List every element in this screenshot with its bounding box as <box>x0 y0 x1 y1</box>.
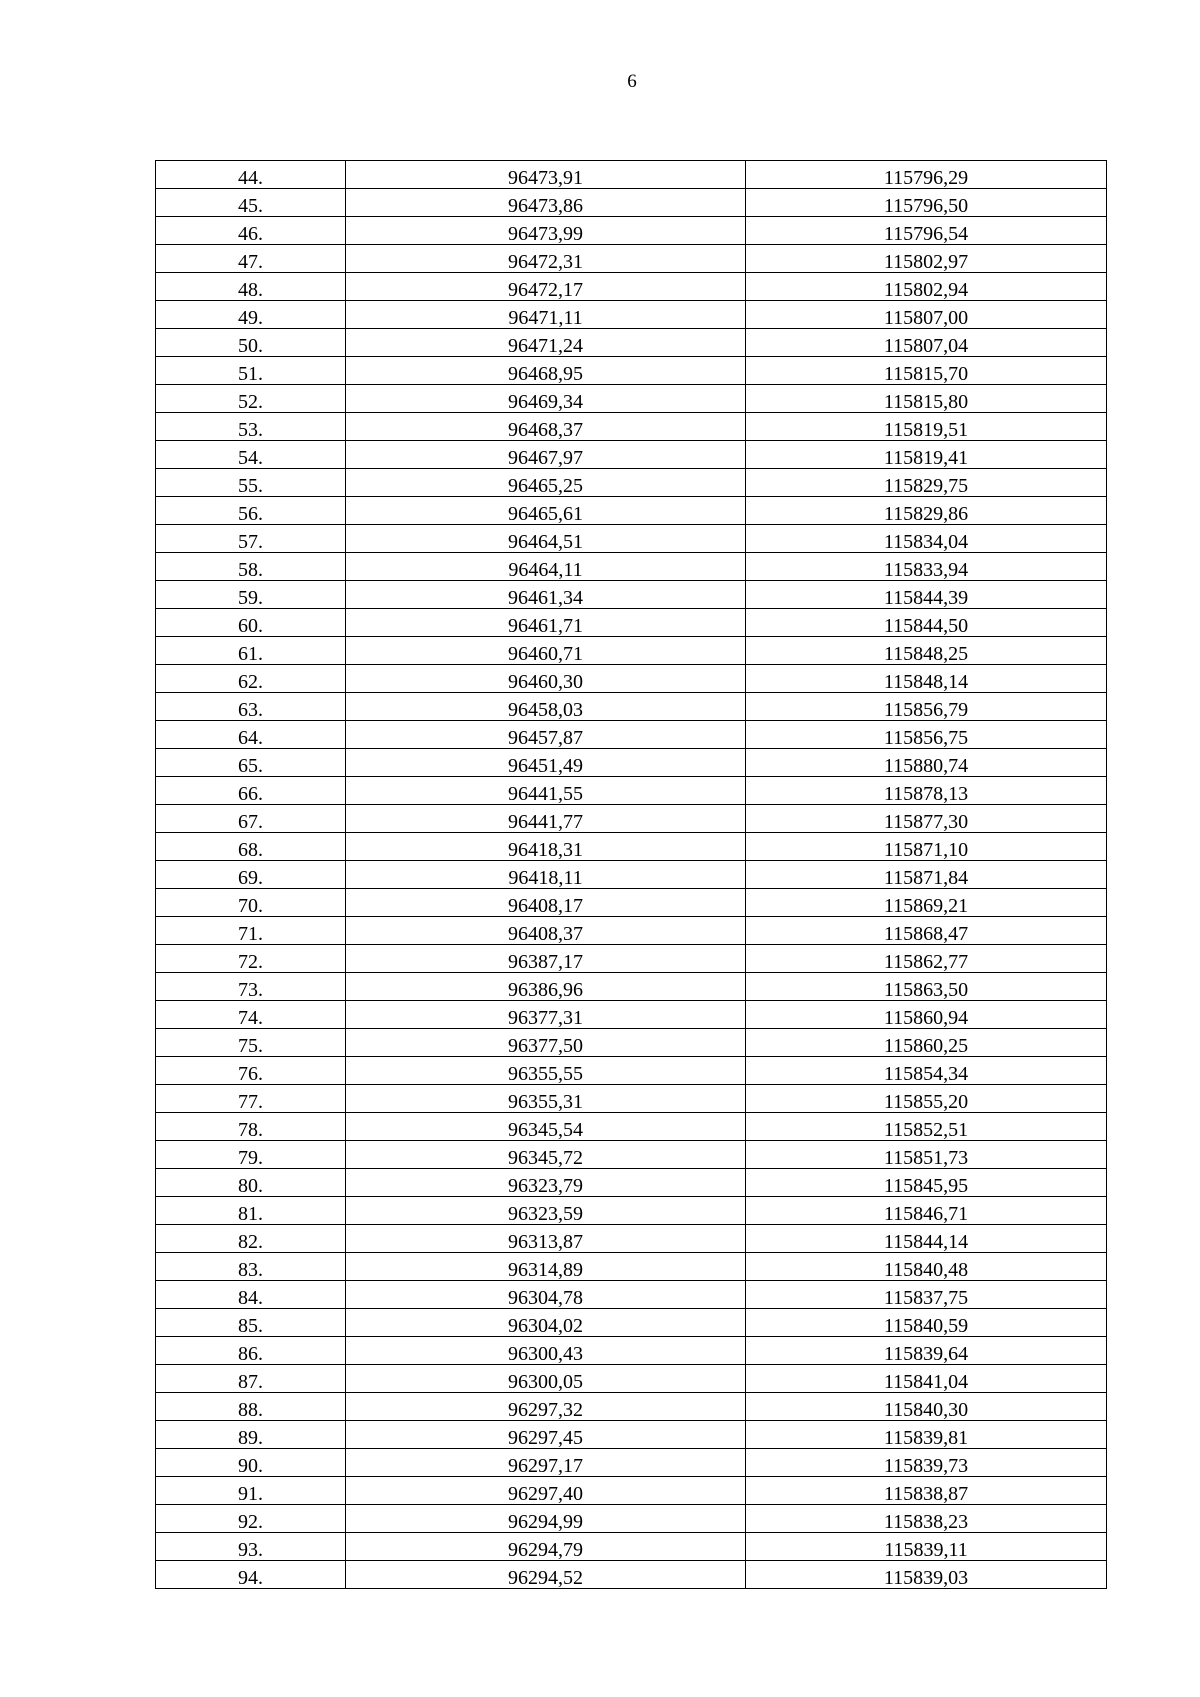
table-row <box>156 805 1107 833</box>
point-number-cell: 82. <box>156 1225 346 1253</box>
y-coordinate-cell: 115796,29 <box>746 161 1107 189</box>
point-number-cell: 91. <box>156 1477 346 1505</box>
y-coordinate-cell: 115807,00 <box>746 301 1107 329</box>
table-row <box>156 833 1107 861</box>
table-row <box>156 1085 1107 1113</box>
table-row <box>156 217 1107 245</box>
y-coordinate-cell: 115841,04 <box>746 1365 1107 1393</box>
x-coordinate-cell: 96473,86 <box>346 189 746 217</box>
point-number-cell: 52. <box>156 385 346 413</box>
point-number-cell: 60. <box>156 609 346 637</box>
point-number-cell: 67. <box>156 805 346 833</box>
y-coordinate-cell: 115871,84 <box>746 861 1107 889</box>
x-coordinate-cell: 96345,54 <box>346 1113 746 1141</box>
table-row <box>156 665 1107 693</box>
point-number-cell: 85. <box>156 1309 346 1337</box>
x-coordinate-cell: 96471,24 <box>346 329 746 357</box>
point-number-cell: 73. <box>156 973 346 1001</box>
y-coordinate-cell: 115851,73 <box>746 1141 1107 1169</box>
point-number-cell: 50. <box>156 329 346 357</box>
x-coordinate-cell: 96297,32 <box>346 1393 746 1421</box>
table-row <box>156 777 1107 805</box>
table-row <box>156 1505 1107 1533</box>
point-number-cell: 71. <box>156 917 346 945</box>
table-row <box>156 161 1107 189</box>
point-number-cell: 90. <box>156 1449 346 1477</box>
point-number-cell: 62. <box>156 665 346 693</box>
x-coordinate-cell: 96297,17 <box>346 1449 746 1477</box>
table-row <box>156 385 1107 413</box>
point-number-cell: 93. <box>156 1533 346 1561</box>
table-row <box>156 1561 1107 1589</box>
point-number-cell: 77. <box>156 1085 346 1113</box>
x-coordinate-cell: 96377,31 <box>346 1001 746 1029</box>
y-coordinate-cell: 115840,30 <box>746 1393 1107 1421</box>
y-coordinate-cell: 115846,71 <box>746 1197 1107 1225</box>
x-coordinate-cell: 96472,31 <box>346 245 746 273</box>
table-row <box>156 889 1107 917</box>
table-row <box>156 1309 1107 1337</box>
x-coordinate-cell: 96467,97 <box>346 441 746 469</box>
point-number-cell: 89. <box>156 1421 346 1449</box>
table-row <box>156 1393 1107 1421</box>
y-coordinate-cell: 115839,64 <box>746 1337 1107 1365</box>
table-row <box>156 1141 1107 1169</box>
table-row <box>156 1253 1107 1281</box>
y-coordinate-cell: 115819,41 <box>746 441 1107 469</box>
point-number-cell: 70. <box>156 889 346 917</box>
y-coordinate-cell: 115862,77 <box>746 945 1107 973</box>
y-coordinate-cell: 115839,03 <box>746 1561 1107 1589</box>
table-row <box>156 1225 1107 1253</box>
x-coordinate-cell: 96304,02 <box>346 1309 746 1337</box>
x-coordinate-cell: 96441,77 <box>346 805 746 833</box>
y-coordinate-cell: 115829,86 <box>746 497 1107 525</box>
x-coordinate-cell: 96408,17 <box>346 889 746 917</box>
point-number-cell: 56. <box>156 497 346 525</box>
x-coordinate-cell: 96294,79 <box>346 1533 746 1561</box>
table-row <box>156 1337 1107 1365</box>
y-coordinate-cell: 115802,94 <box>746 273 1107 301</box>
x-coordinate-cell: 96314,89 <box>346 1253 746 1281</box>
point-number-cell: 61. <box>156 637 346 665</box>
y-coordinate-cell: 115860,25 <box>746 1029 1107 1057</box>
table-row <box>156 1169 1107 1197</box>
x-coordinate-cell: 96460,30 <box>346 665 746 693</box>
coordinates-table <box>155 160 1107 1589</box>
y-coordinate-cell: 115837,75 <box>746 1281 1107 1309</box>
x-coordinate-cell: 96297,40 <box>346 1477 746 1505</box>
table-row <box>156 1113 1107 1141</box>
table-row <box>156 553 1107 581</box>
x-coordinate-cell: 96465,61 <box>346 497 746 525</box>
point-number-cell: 94. <box>156 1561 346 1589</box>
y-coordinate-cell: 115815,80 <box>746 385 1107 413</box>
point-number-cell: 45. <box>156 189 346 217</box>
page-number: 6 <box>627 71 637 92</box>
x-coordinate-cell: 96377,50 <box>346 1029 746 1057</box>
x-coordinate-cell: 96468,37 <box>346 413 746 441</box>
point-number-cell: 68. <box>156 833 346 861</box>
point-number-cell: 58. <box>156 553 346 581</box>
point-number-cell: 86. <box>156 1337 346 1365</box>
x-coordinate-cell: 96468,95 <box>346 357 746 385</box>
table-row <box>156 189 1107 217</box>
point-number-cell: 44. <box>156 161 346 189</box>
table-row <box>156 441 1107 469</box>
x-coordinate-cell: 96313,87 <box>346 1225 746 1253</box>
y-coordinate-cell: 115848,14 <box>746 665 1107 693</box>
point-number-cell: 46. <box>156 217 346 245</box>
x-coordinate-cell: 96458,03 <box>346 693 746 721</box>
y-coordinate-cell: 115856,79 <box>746 693 1107 721</box>
x-coordinate-cell: 96300,05 <box>346 1365 746 1393</box>
table-row <box>156 329 1107 357</box>
table-row <box>156 1477 1107 1505</box>
table-row <box>156 1001 1107 1029</box>
x-coordinate-cell: 96469,34 <box>346 385 746 413</box>
point-number-cell: 64. <box>156 721 346 749</box>
y-coordinate-cell: 115807,04 <box>746 329 1107 357</box>
y-coordinate-cell: 115848,25 <box>746 637 1107 665</box>
y-coordinate-cell: 115860,94 <box>746 1001 1107 1029</box>
point-number-cell: 54. <box>156 441 346 469</box>
point-number-cell: 51. <box>156 357 346 385</box>
point-number-cell: 80. <box>156 1169 346 1197</box>
table-row <box>156 637 1107 665</box>
table-row <box>156 1197 1107 1225</box>
point-number-cell: 48. <box>156 273 346 301</box>
y-coordinate-cell: 115840,59 <box>746 1309 1107 1337</box>
y-coordinate-cell: 115834,04 <box>746 525 1107 553</box>
x-coordinate-cell: 96408,37 <box>346 917 746 945</box>
y-coordinate-cell: 115844,39 <box>746 581 1107 609</box>
y-coordinate-cell: 115845,95 <box>746 1169 1107 1197</box>
y-coordinate-cell: 115833,94 <box>746 553 1107 581</box>
y-coordinate-cell: 115878,13 <box>746 777 1107 805</box>
point-number-cell: 78. <box>156 1113 346 1141</box>
table-row <box>156 1029 1107 1057</box>
x-coordinate-cell: 96387,17 <box>346 945 746 973</box>
table-row <box>156 609 1107 637</box>
point-number-cell: 79. <box>156 1141 346 1169</box>
y-coordinate-cell: 115877,30 <box>746 805 1107 833</box>
y-coordinate-cell: 115796,54 <box>746 217 1107 245</box>
point-number-cell: 87. <box>156 1365 346 1393</box>
coordinates-table-body <box>156 161 1107 1589</box>
point-number-cell: 59. <box>156 581 346 609</box>
table-row <box>156 1281 1107 1309</box>
x-coordinate-cell: 96386,96 <box>346 973 746 1001</box>
table-row <box>156 413 1107 441</box>
table-row <box>156 973 1107 1001</box>
y-coordinate-cell: 115844,14 <box>746 1225 1107 1253</box>
table-row <box>156 357 1107 385</box>
x-coordinate-cell: 96323,59 <box>346 1197 746 1225</box>
point-number-cell: 65. <box>156 749 346 777</box>
table-row <box>156 301 1107 329</box>
y-coordinate-cell: 115856,75 <box>746 721 1107 749</box>
y-coordinate-cell: 115869,21 <box>746 889 1107 917</box>
x-coordinate-cell: 96472,17 <box>346 273 746 301</box>
y-coordinate-cell: 115871,10 <box>746 833 1107 861</box>
table-row <box>156 525 1107 553</box>
y-coordinate-cell: 115863,50 <box>746 973 1107 1001</box>
point-number-cell: 76. <box>156 1057 346 1085</box>
y-coordinate-cell: 115819,51 <box>746 413 1107 441</box>
x-coordinate-cell: 96465,25 <box>346 469 746 497</box>
y-coordinate-cell: 115852,51 <box>746 1113 1107 1141</box>
point-number-cell: 69. <box>156 861 346 889</box>
table-row <box>156 273 1107 301</box>
x-coordinate-cell: 96473,99 <box>346 217 746 245</box>
x-coordinate-cell: 96451,49 <box>346 749 746 777</box>
x-coordinate-cell: 96297,45 <box>346 1421 746 1449</box>
y-coordinate-cell: 115802,97 <box>746 245 1107 273</box>
table-row <box>156 861 1107 889</box>
point-number-cell: 83. <box>156 1253 346 1281</box>
x-coordinate-cell: 96294,52 <box>346 1561 746 1589</box>
x-coordinate-cell: 96464,11 <box>346 553 746 581</box>
table-row <box>156 917 1107 945</box>
x-coordinate-cell: 96461,34 <box>346 581 746 609</box>
point-number-cell: 63. <box>156 693 346 721</box>
table-row <box>156 1057 1107 1085</box>
x-coordinate-cell: 96345,72 <box>346 1141 746 1169</box>
x-coordinate-cell: 96473,91 <box>346 161 746 189</box>
y-coordinate-cell: 115880,74 <box>746 749 1107 777</box>
y-coordinate-cell: 115829,75 <box>746 469 1107 497</box>
y-coordinate-cell: 115844,50 <box>746 609 1107 637</box>
point-number-cell: 84. <box>156 1281 346 1309</box>
y-coordinate-cell: 115854,34 <box>746 1057 1107 1085</box>
table-row <box>156 749 1107 777</box>
table-row <box>156 945 1107 973</box>
x-coordinate-cell: 96300,43 <box>346 1337 746 1365</box>
point-number-cell: 75. <box>156 1029 346 1057</box>
table-row <box>156 1421 1107 1449</box>
x-coordinate-cell: 96355,31 <box>346 1085 746 1113</box>
x-coordinate-cell: 96304,78 <box>346 1281 746 1309</box>
point-number-cell: 72. <box>156 945 346 973</box>
y-coordinate-cell: 115839,81 <box>746 1421 1107 1449</box>
table-row <box>156 1449 1107 1477</box>
y-coordinate-cell: 115839,73 <box>746 1449 1107 1477</box>
y-coordinate-cell: 115838,87 <box>746 1477 1107 1505</box>
table-row <box>156 721 1107 749</box>
x-coordinate-cell: 96323,79 <box>346 1169 746 1197</box>
table-row <box>156 497 1107 525</box>
point-number-cell: 55. <box>156 469 346 497</box>
point-number-cell: 88. <box>156 1393 346 1421</box>
x-coordinate-cell: 96418,11 <box>346 861 746 889</box>
y-coordinate-cell: 115839,11 <box>746 1533 1107 1561</box>
y-coordinate-cell: 115796,50 <box>746 189 1107 217</box>
table-row <box>156 245 1107 273</box>
point-number-cell: 49. <box>156 301 346 329</box>
x-coordinate-cell: 96471,11 <box>346 301 746 329</box>
point-number-cell: 53. <box>156 413 346 441</box>
table-row <box>156 581 1107 609</box>
point-number-cell: 92. <box>156 1505 346 1533</box>
point-number-cell: 66. <box>156 777 346 805</box>
point-number-cell: 74. <box>156 1001 346 1029</box>
y-coordinate-cell: 115815,70 <box>746 357 1107 385</box>
x-coordinate-cell: 96461,71 <box>346 609 746 637</box>
point-number-cell: 57. <box>156 525 346 553</box>
x-coordinate-cell: 96441,55 <box>346 777 746 805</box>
x-coordinate-cell: 96464,51 <box>346 525 746 553</box>
table-row <box>156 1365 1107 1393</box>
x-coordinate-cell: 96457,87 <box>346 721 746 749</box>
point-number-cell: 81. <box>156 1197 346 1225</box>
x-coordinate-cell: 96460,71 <box>346 637 746 665</box>
point-number-cell: 47. <box>156 245 346 273</box>
table-row <box>156 1533 1107 1561</box>
table-row <box>156 693 1107 721</box>
y-coordinate-cell: 115838,23 <box>746 1505 1107 1533</box>
x-coordinate-cell: 96418,31 <box>346 833 746 861</box>
x-coordinate-cell: 96294,99 <box>346 1505 746 1533</box>
y-coordinate-cell: 115855,20 <box>746 1085 1107 1113</box>
y-coordinate-cell: 115840,48 <box>746 1253 1107 1281</box>
table-row <box>156 469 1107 497</box>
y-coordinate-cell: 115868,47 <box>746 917 1107 945</box>
x-coordinate-cell: 96355,55 <box>346 1057 746 1085</box>
